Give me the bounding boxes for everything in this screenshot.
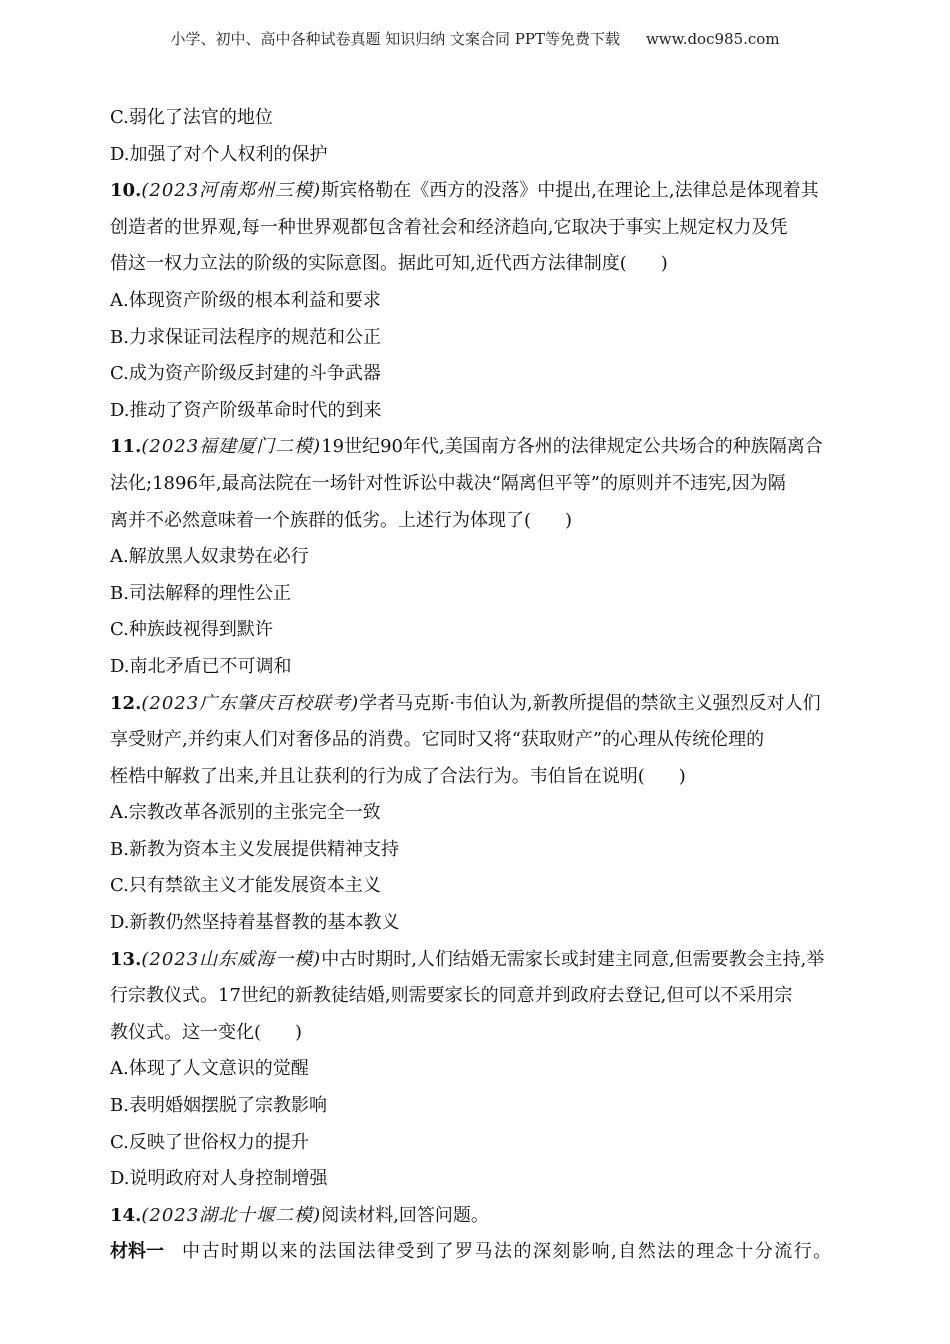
option-a: A.体现了人文意识的觉醒: [110, 1058, 309, 1080]
option-line: D.加强了对个人权利的保护: [110, 143, 328, 165]
option-a: A.宗教改革各派别的主张完全一致: [110, 802, 381, 824]
question-stem: 享受财产,并约束人们对奢侈品的消费。它同时又将“获取财产”的心理从传统伦理的: [110, 729, 765, 751]
question-number: 11: [110, 436, 136, 458]
question-dot: .: [135, 436, 142, 458]
question-source: (2023河南郑州三模): [141, 180, 322, 202]
option-c: C.种族歧视得到默许: [110, 619, 273, 641]
question-dot: .: [135, 180, 142, 202]
page-header: [0, 28, 950, 49]
question-number: 14: [110, 1204, 136, 1226]
question-stem: 桎梏中解救了出来,并且让获利的行为成了合法行为。韦伯旨在说明(: [110, 765, 645, 787]
option-d: D.推动了资产阶级革命时代的到来: [110, 399, 382, 421]
question-stem: 阅读材料,回答问题。: [321, 1204, 489, 1226]
option-d: D.新教仍然坚持着基督教的基本教义: [110, 912, 400, 934]
option-a: A.解放黑人奴隶势在必行: [110, 546, 309, 568]
option-line: C.弱化了法官的地位: [110, 107, 273, 128]
question-number: 13: [110, 948, 136, 970]
question-12: [110, 686, 845, 942]
question-dot: .: [135, 948, 142, 970]
question-14: [110, 1198, 845, 1271]
material-label: 材料一: [110, 1241, 164, 1263]
header-text: 小学、初中、高中各种试卷真题 知识归纳 文案合同 PPT等免费下载: [170, 30, 620, 48]
question-source: (2023山东威海一模): [141, 948, 322, 970]
option-d: D.说明政府对人身控制增强: [110, 1168, 328, 1190]
question-stem: 离并不必然意味着一个族群的低劣。上述行为体现了(: [110, 509, 532, 531]
option-c: C.成为资产阶级反封建的斗争武器: [110, 363, 381, 385]
question-stem: 学者马克斯·韦伯认为,新教所提倡的禁欲主义强烈反对人们: [359, 692, 821, 714]
question-source: (2023湖北十堰二模): [141, 1204, 322, 1226]
option-c: C.反映了世俗权力的提升: [110, 1131, 309, 1153]
question-number: 10: [110, 180, 136, 202]
question-stem: 斯宾格勒在《西方的没落》中提出,在理论上,法律总是体现着其: [321, 180, 819, 202]
question-13: [110, 942, 845, 1198]
option-b: B.新教为资本主义发展提供精神支持: [110, 838, 399, 860]
question-10: [110, 173, 845, 429]
question-stem: 教仪式。这一变化(: [110, 1021, 262, 1043]
option-b: B.司法解释的理性公正: [110, 582, 291, 604]
question-source: (2023广东肇庆百校联考): [141, 692, 360, 714]
option-b: B.力求保证司法程序的规范和公正: [110, 326, 381, 348]
exam-content: [110, 100, 845, 1271]
question-stem: 行宗教仪式。17世纪的新教徒结婚,则需要家长的同意并到政府去登记,但可以不采用宗: [110, 985, 793, 1007]
question-dot: .: [135, 692, 142, 714]
question-stem: 创造者的世界观,每一种世界观都包含着社会和经济趋向,它取决于事实上规定权力及凭: [110, 216, 788, 238]
option-a: A.体现资产阶级的根本利益和要求: [110, 289, 381, 311]
close-paren: ): [660, 253, 668, 275]
question-stem: 19世纪90年代,美国南方各州的法律规定公共场合的种族隔离合: [321, 436, 823, 458]
question-source: (2023福建厦门二模): [141, 436, 322, 458]
option-c: C.只有禁欲主义才能发展资本主义: [110, 875, 381, 897]
option-d: D.南北矛盾已不可调和: [110, 655, 292, 677]
question-stem: 法化;1896年,最高法院在一场针对性诉讼中裁决“隔离但平等”的原则并不违宪,因为隔: [110, 472, 786, 494]
question-11: [110, 429, 845, 685]
question-number: 12: [110, 692, 136, 714]
question-stem: 借这一权力立法的阶级的实际意图。据此可知,近代西方法律制度(: [110, 253, 627, 275]
close-paren: ): [565, 509, 573, 531]
question-stem: 中古时期时,人们结婚无需家长或封建主同意,但需要教会主持,举: [321, 948, 825, 970]
header-url[interactable]: www.doc985.com: [645, 30, 780, 48]
option-b: B.表明婚姻摆脱了宗教影响: [110, 1095, 327, 1117]
close-paren: ): [678, 765, 686, 787]
question-dot: .: [135, 1204, 142, 1226]
close-paren: ): [295, 1021, 303, 1043]
material-text: 中古时期以来的法国法律受到了罗马法的深刻影响,自然法的理念十分流行。: [182, 1241, 833, 1263]
